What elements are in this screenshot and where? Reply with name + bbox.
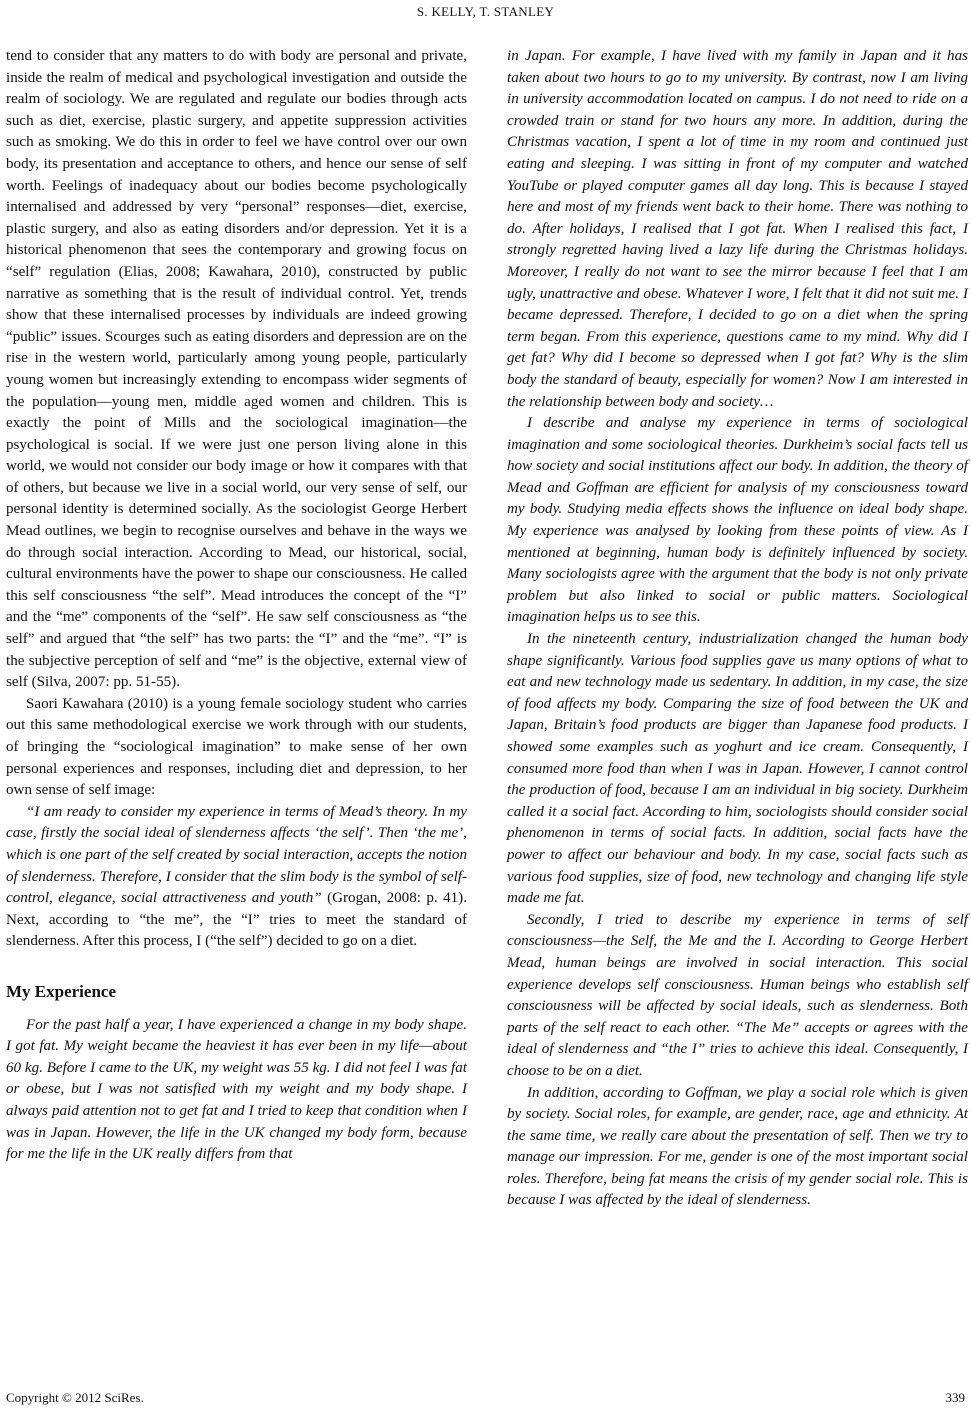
paragraph: in Japan. For example, I have lived with my family in Japan and it has taken about two hours to go to my university. By contrast, now I am living in university accommodation located on campus. I do not need to ride on a crowded train or stand for two hours any more. In addition, during the Christmas vacation, I spent a lot of time in my room and continued just eating and sleeping. I was sitting in front of my computer and watched YouTube or played computer games all day long. This is because I stayed here and most of my friends went back to their home. There was nothing to do. After holidays, I realised that I got fat. When I realised this fact, I strongly regretted having lived a lazy life during the Christmas holidays. Moreover, I really do not want to see the mirror because I feel that I am ugly, unattractive and obese. Whatever I wore, I felt that it did not suit me. I became depressed. Therefore, I decided to go on a diet when the spring term began. From this experience, questions came to my mind. Why did I get fat? Why did I become so depressed when I got fat? Why is the slim body the standard of beauty, especially for women? Now I am interested in the relationship between body and society… [507,48,968,410]
right-column [507,46,968,1212]
left-column [6,46,467,1166]
section-heading: My Experience [6,981,116,1001]
paragraph: Saori Kawahara (2010) is a young female sociology student who carries out this same methodological exercise we work through with our students, of bringing the “sociological imagination” to make sense of her own personal experiences and responses, including diet and depression, to her own sense of self image: [6,695,467,799]
page-number: 339 [945,1390,965,1405]
quote-text: “I am ready to consider my experience in terms of Mead’s theory. In my case, firstly the social ideal of slenderness affects ‘the self’. Then ‘the me’, which is one part of the self created by social interaction, accepts the notion of slenderness. Therefore, I consider that the slim body is the symbol of self-control, elegance, social attractiveness and youth” [6,803,467,907]
copyright-notice: Copyright © 2012 SciRes. [6,1390,144,1405]
paragraph: For the past half a year, I have experienced a change in my body shape. I got fat. My weight became the heaviest it has ever been in my life—about 60 kg. Before I came to the UK, my weight was 55 kg. I did not feel I was fat or obese, but I was not satisfied with my weight and my body shape. I always paid attention not to get fat and I tried to keep that condition when I was in Japan. However, the life in the UK changed my body form, because for me the life in the UK really differs from that [6,1016,467,1163]
paragraph: Secondly, I tried to describe my experience in terms of self consciousness—the Self, the Me and the I. According to George Herbert Mead, human beings are involved in social interaction. This social experience develops self consciousness. Human beings who establish self consciousness will be affected by social ideals, such as slenderness. Both parts of the self react to each other. “The Me” accepts or agrees with the ideal of slenderness and “the I” tries to achieve this ideal. Consequently, I choose to be on a diet. [507,911,968,1079]
paragraph: In the nineteenth century, industrialization changed the human body shape significantly. Various food supplies gave us many options of what to eat and new technology made us sedentary. In addition, in my case, the size of food affects my body. Comparing the size of food between the UK and Japan, Britain’s food products are bigger than Japanese food products. I showed some examples such as yoghurt and ice cream. Consequently, I consumed more food than when I was in Japan. However, I cannot control the production of food, because I am an individual in big society. Durkheim called it a social fact. According to him, sociologists should consider social phenomenon in terms of social facts. In addition, social facts have the power to affect our behaviour and body. In my case, social facts such as various food supplies, size of food, new technology and changing life style made me fat. [507,631,968,907]
quote-citation: (Grogan, 2008: p. 41). Next, according to “the me”, the “I” tries to meet the standard of slenderness. After this process, I (“the self”) decided to go on a diet. [6,890,467,950]
paragraph: I describe and analyse my experience in terms of sociological imagination and some sociological theories. Durkheim’s social facts tell us how society and social institutions affect our body. In addition, the theory of Mead and Goffman are efficient for analysis of my consciousness toward my body. Studying media effects shows the influence on ideal body shape. My experience was analysed by looking from these points of view. As I mentioned at beginning, human body is definitely influenced by society. Many sociologists agree with the argument that the body is not only private problem but also linked to social or public matters. Sociological imagination helps us to see this. [507,415,968,626]
paragraph: tend to consider that any matters to do with body are personal and private, inside the realm of medical and psychological investigation and outside the realm of sociology. We are regulated and regulate our bodies through acts such as diet, exercise, plastic surgery, and appetite suppression activities such as smoking. We do this in order to feel we have control over our own body, its presentation and acceptance to others, and hence our sense of self worth. Feelings of inadequacy about our bodies become psychologically internalised and addressed by very “personal” responses—diet, exercise, plastic surgery, and also as eating disorders and/or depression. Yet it is a historical phenomenon that sees the contemporary and growing focus on “self” regulation (Elias, 2008; Kawahara, 2010), constructed by public narrative as something that is the result of individual control. Yet, trends show that these internalised processes by individuals are indeed growing “public” issues. Scourges such as eating disorders and depression are on the rise in the western world, particularly among young people, particularly young women but increasingly extending to encompass wider segments of the population—young men, middle aged women and children. This is exactly the point of Mills and the sociological imagination—the psychological is social. If we were just one person living alone in this world, we would not consider our body image or how it compares with that of others, but because we live in a social world, our very sense of self, our personal identity is determined socially. As the sociologist George Herbert Mead outlines, we begin to recognise ourselves and behave in the ways we do through social interaction. According to Mead, our historical, social, cultural environments have the power to shape our consciousness. He called this self consciousness “the self”. Mead introduces the concept of the “I” and the “me” components of the “self”. He saw self consciousness as “the self” and argued that “the self” has two parts: the “I” and the “me”. “I” is the subjective perception of self and “me” is the objective, external view of self (Silva, 2007: pp. 51-55). [6,48,467,691]
paragraph: In addition, according to Goffman, we play a social role which is given by society. Social roles, for example, are gender, race, age and ethnicity. At the same time, we really care about the presentation of self. Then we try to manage our impression. For me, gender is one of the most important social roles. Therefore, being fat means the crisis of my gender social role. This is because I was affected by the ideal of slenderness. [507,1084,968,1209]
quote-paragraph [6,802,467,953]
running-head: S. KELLY, T. STANLEY [416,4,555,19]
